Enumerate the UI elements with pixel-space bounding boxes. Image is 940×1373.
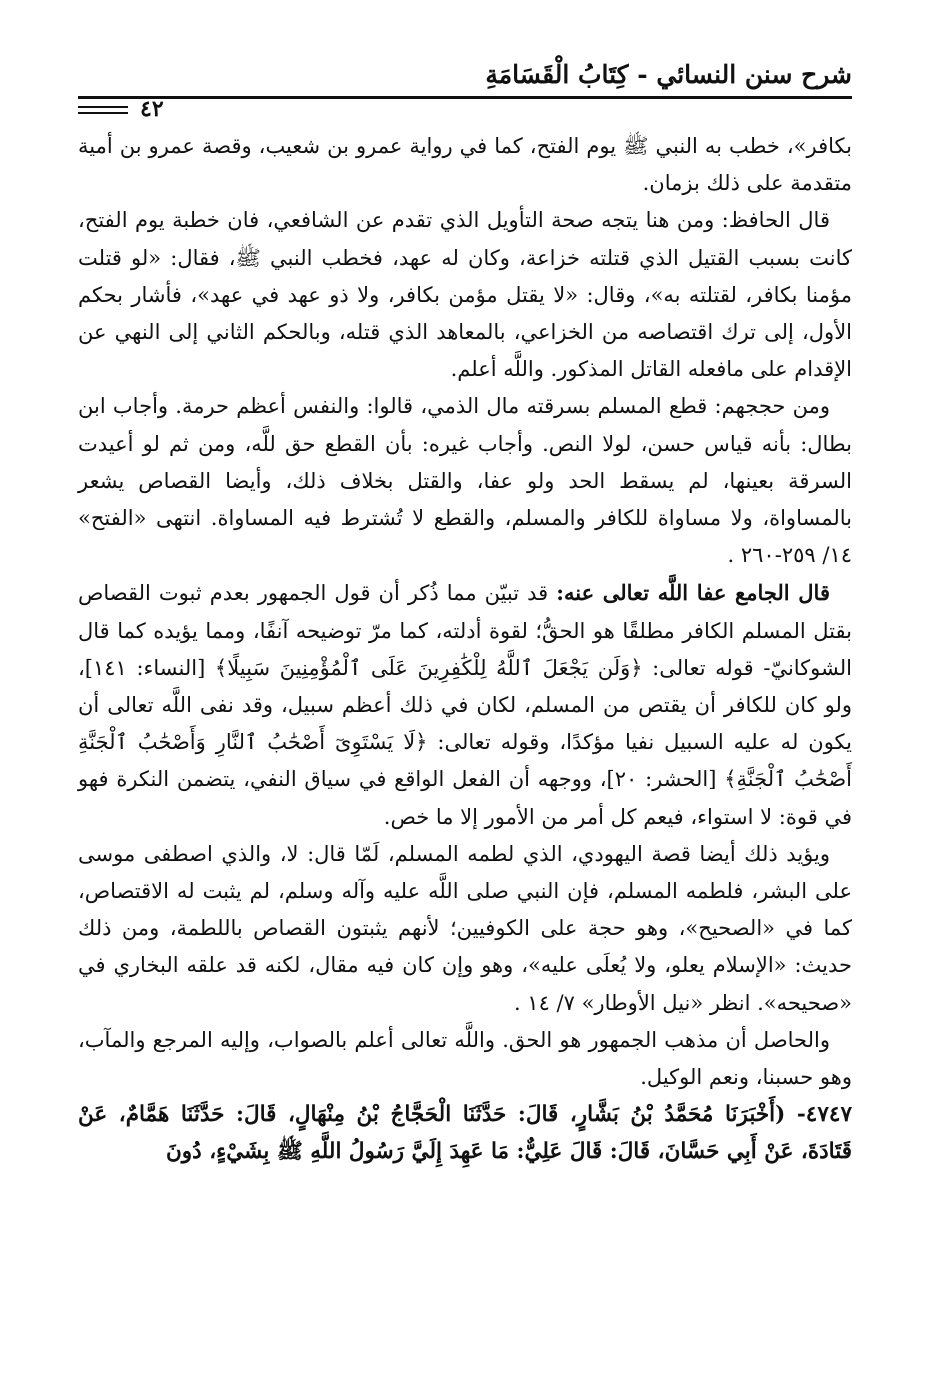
page-header — [78, 58, 852, 122]
paragraph-support — [78, 836, 852, 1022]
header-rule — [78, 96, 852, 99]
paragraph-arguments — [78, 388, 852, 574]
paragraph-text: قال الحافظ: ومن هنا يتجه صحة التأويل الذي تقدم عن الشافعي، فان خطبة يوم الفتح، كانت بسبب القتيل الذي قتلته خزاعة، وكان له عهد، فخطب النبي ﷺ، فقال: «لو قتلت مؤمنا بكافر، لقتلته به»، وقال: «لا يقتل مؤمن بكافر، ولا ذو عهد في عهد»، فأشار بحكم الأول، إلى ترك اقتصاصه من الخزاعي، بالمعاهد الذي قتله، وبالحكم الثاني إلى النهي عن الإقدام على مافعله القاتل المذكور. واللَّه أعلم. — [78, 208, 852, 382]
paragraph-text: ويؤيد ذلك أيضا قصة اليهودي، الذي لطمه المسلم، لَمّا قال: لا، والذي اصطفى موسى على البشر، فلطمه المسلم، فإن النبي صلى اللَّه عليه وآله وسلم، لم يثبت له الاقتصاص، كما في «الصحيح»، وهو حجة على الكوفيين؛ لأنهم يثبتون القصاص باللطمة، ومن ذلك حديث: «الإسلام يعلو، ولا يُعلَى عليه»، وهو وإن كان فيه مقال، لكنه قد علقه البخاري في «صحيحه». انظر «نيل الأوطار» ٧/ ١٤ . — [78, 841, 852, 1015]
paragraph-text: والحاصل أن مذهب الجمهور هو الحق. واللَّه تعالى أعلم بالصواب، وإليه المرجع والمآب، وهو حسبنا، ونعم الوكيل. — [78, 1027, 852, 1090]
page-number: ٤٢ — [140, 96, 164, 122]
paragraph-text: بكافر»، خطب به النبي ﷺ يوم الفتح، كما في رواية عمرو بن شعيب، وقصة عمرو بن أمية متقدمة على ذلك بزمان. — [78, 134, 852, 196]
paragraph-compiler — [78, 574, 852, 835]
page-number-rule-1 — [78, 106, 128, 108]
page-body — [78, 128, 852, 1171]
running-title: شرح سنن النسائي - كِتَابُ الْقَسَامَةِ — [485, 60, 852, 89]
paragraph-text: قد تبيّن مما ذُكر أن قول الجمهور بعدم ثبوت القصاص بقتل المسلم الكافر مطلقًا هو الحقُّ؛ لقوة أدلته، كما مرّ توضيحه آنفًا، ومما يؤيده كما قال الشوكانيّ- قوله تعالى: ﴿وَلَن يَجْعَلَ ٱللَّهُ لِلْكَٰفِرِينَ عَلَى ٱلْمُؤْمِنِينَ سَبِيلًا﴾ [النساء: ١٤١]، ولو كان للكافر أن يقتص من المسلم، لكان في ذلك أعظم سبيل، وقد نفى اللَّه تعالى أن يكون له عليه السبيل نفيا مؤكدًا، وقوله تعالى: ﴿لَا يَسْتَوِىٓ أَصْحَٰبُ ٱلنَّارِ وَأَصْحَٰبُ ٱلْجَنَّةِ أَصْحَٰبُ ٱلْجَنَّةِ﴾ [الحشر: ٢٠]، ووجهه أن الفعل الواقع في سياق النفي، يتضمن النكرة فهو في قوة: لا استواء، فيعم كل أمر من الأمور إلا ما خص. — [78, 581, 853, 829]
paragraph-text: ومن حججهم: قطع المسلم بسرقته مال الذمي، قالوا: والنفس أعظم حرمة. وأجاب ابن بطال: بأنه قياس حسن، لولا النص. وأجاب غيره: بأن القطع حق للَّه، ومن ثم لو أعيدت السرقة بعينها، لم يسقط الحد ولو عفا، والقتل بخلاف ذلك، وأيضا القصاص يشعر بالمساواة، ولا مساواة للكافر والمسلم، والقطع لا تُشترط فيه المساواة. انتهى «الفتح» ١٤/ ٢٥٩-٢٦٠ . — [78, 394, 852, 568]
paragraph-conclusion — [78, 1022, 852, 1096]
compiler-lead: قال الجامع عفا اللَّه تعالى عنه: — [556, 580, 830, 606]
paragraph-hafiz — [78, 202, 852, 388]
paragraph-continuation — [78, 128, 852, 202]
paragraph-text: ٤٧٤٧- (أَخْبَرَنَا مُحَمَّدُ بْنُ بَشَّارٍ، قَالَ: حَدَّثَنَا الْحَجَّاجُ بْنُ مِنْهَالٍ، قَالَ: حَدَّثَنَا هَمَّامٌ، عَنْ قَتَادَةَ، عَنْ أَبِي حَسَّانَ، قَالَ: قَالَ عَلِيٌّ: مَا عَهِدَ إِلَيَّ رَسُولُ اللَّهِ ﷺ بِشَيْءٍ، دُونَ — [78, 1102, 852, 1165]
page-number-rule-2 — [78, 112, 128, 114]
hadith-text — [78, 1096, 852, 1170]
page-number-block — [78, 96, 188, 122]
